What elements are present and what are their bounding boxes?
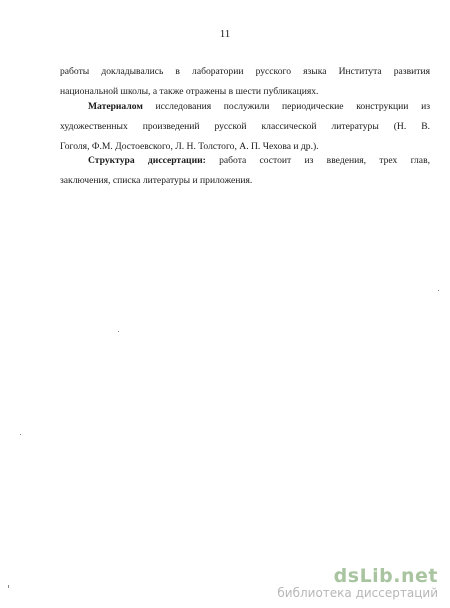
paragraph-line: работы докладывались в лаборатории русского языка Института развития <box>60 66 430 77</box>
scan-speck <box>118 331 119 332</box>
material-term: Материалом <box>88 101 143 112</box>
watermark-subtitle: библиотека диссертаций <box>277 586 438 600</box>
structure-line-rest: работа состоит из введения, трех глав, <box>205 155 430 166</box>
structure-term: Структура диссертации: <box>88 155 206 166</box>
paragraph-structure <box>60 151 430 191</box>
paragraph-research-approbation <box>60 62 430 102</box>
material-line-rest: исследования послужили периодические конструкции из <box>142 101 430 112</box>
paragraph-line <box>60 97 430 117</box>
paragraph-line: Гоголя, Ф.М. Достоевского, Л. Н. Толстого, А. П. Чехова и др.). <box>60 141 319 152</box>
paragraph-line: художественных произведений русской классической литературы (Н. В. <box>60 121 430 132</box>
paragraph-line <box>60 151 430 171</box>
scan-speck <box>8 585 9 588</box>
paragraph-line: национальной школы, а также отражены в шести публикациях. <box>60 86 319 97</box>
watermark <box>277 566 438 600</box>
paragraph-line: заключения, списка литературы и приложения. <box>60 175 253 186</box>
scan-speck <box>438 290 439 291</box>
scan-speck <box>20 434 21 435</box>
paragraph-material <box>60 97 430 157</box>
page-number: 11 <box>219 28 231 40</box>
watermark-logo: dsLib.net <box>333 565 438 587</box>
